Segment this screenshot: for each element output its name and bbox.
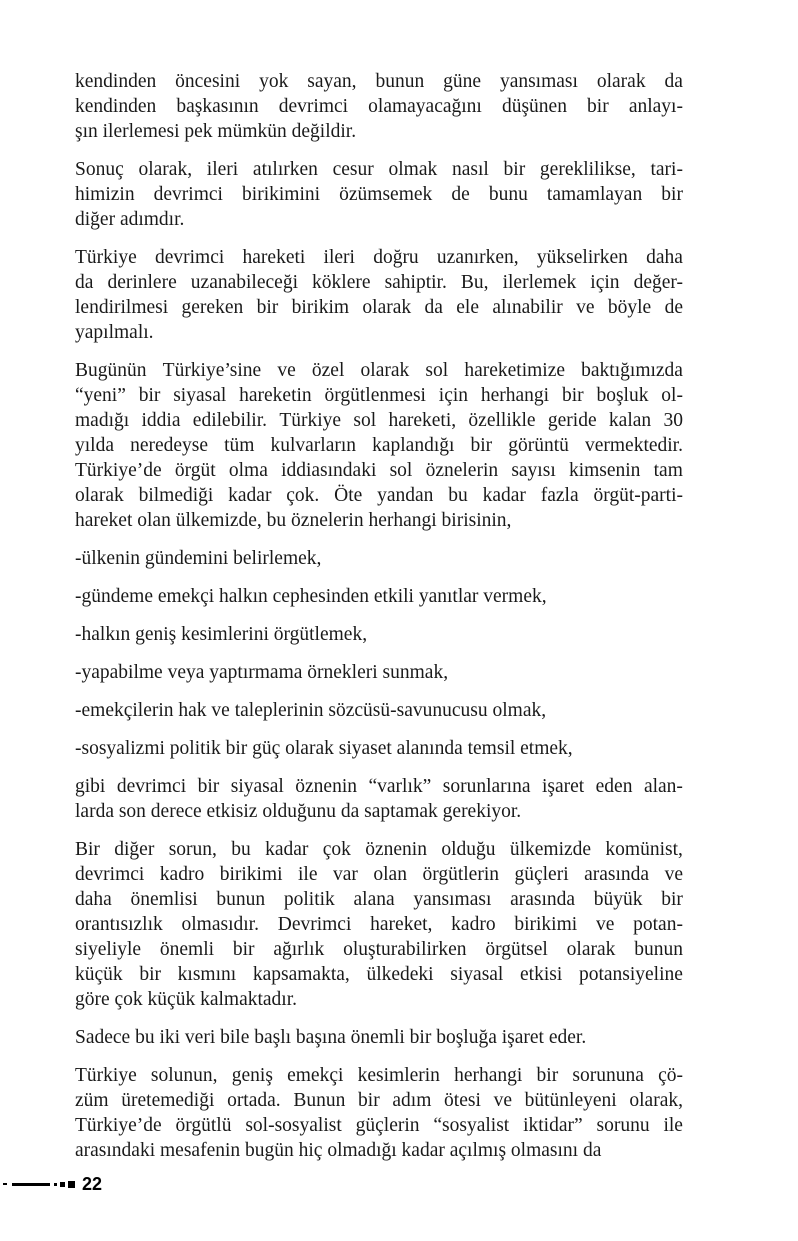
text-line: siyeliyle önemli bir ağırlık oluşturabilirken örgütsel olarak bunun (75, 939, 683, 960)
footer-square-small (54, 1183, 57, 1186)
text-line: kendinden öncesini yok sayan, bunun güne yansıması olarak da (75, 71, 683, 92)
text-line: şın ilerlemesi pek mümkün değildir. (75, 121, 357, 142)
text-line: devrimci kadro birikimi ile var olan örgütlerin güçleri arasında ve (75, 864, 683, 885)
text-line: kendinden başkasının devrimci olamayacağını düşünen bir anlayı- (75, 96, 683, 117)
footer-tick-mark (3, 1183, 7, 1185)
text-line: -gündeme emekçi halkın cephesinden etkili yanıtlar vermek, (75, 586, 547, 607)
text-line: orantısızlık olmasıdır. Devrimci hareket, kadro birikimi ve potan- (75, 914, 683, 935)
footer-square-large (68, 1181, 75, 1188)
paragraph (75, 358, 683, 533)
text-line: -yapabilme veya yaptırmama örnekleri sunmak, (75, 662, 449, 683)
paragraph (75, 837, 683, 1012)
text-line: Türkiye solunun, geniş emekçi kesimlerin herhangi bir sorununa çö- (75, 1065, 683, 1086)
paragraph (75, 736, 683, 761)
text-line: daha önemlisi bunun politik alana yansıması arasında büyük bir (75, 889, 683, 910)
text-line: lendirilmesi gereken bir birikim olarak da ele alınabilir ve böyle de (75, 297, 683, 318)
text-line: Sonuç olarak, ileri atılırken cesur olmak nasıl bir gereklilikse, tari- (75, 159, 683, 180)
text-line: diğer adımdır. (75, 209, 185, 230)
text-line: yapılmalı. (75, 322, 154, 343)
page-body (75, 69, 683, 1176)
footer-square-medium (60, 1182, 65, 1187)
text-line: arasındaki mesafenin bugün hiç olmadığı kadar açılmış olmasını da (75, 1140, 602, 1161)
text-line: olarak bilmediği kadar çok. Öte yandan bu kadar fazla örgüt-parti- (75, 485, 683, 506)
text-line: himizin devrimci birikimini özümsemek de bunu tamamlayan bir (75, 184, 683, 205)
paragraph (75, 546, 683, 571)
text-line: yılda neredeyse tüm kulvarların kaplandığı bir görüntü vermektedir. (75, 435, 683, 456)
text-line: Bir diğer sorun, bu kadar çok öznenin olduğu ülkemizde komünist, (75, 839, 683, 860)
paragraph (75, 660, 683, 685)
paragraph (75, 1063, 683, 1163)
page-footer (3, 1174, 103, 1194)
page-number: 22 (82, 1174, 103, 1194)
text-line: -halkın geniş kesimlerini örgütlemek, (75, 624, 368, 645)
text-line: -ülkenin gündemini belirlemek, (75, 548, 322, 569)
text-line: -sosyalizmi politik bir güç olarak siyaset alanında temsil etmek, (75, 738, 573, 759)
text-line: Türkiye’de örgüt olma iddiasındaki sol öznelerin sayısı kimsenin tam (75, 460, 683, 481)
paragraph (75, 774, 683, 824)
text-line: Türkiye’de örgütlü sol-sosyalist güçlerin “sosyalist iktidar” sorunu ile (75, 1115, 683, 1136)
paragraph (75, 69, 683, 144)
text-line: züm üretemediği ortada. Bunun bir adım ötesi ve bütünleyeni olarak, (75, 1090, 683, 1111)
text-line: Türkiye devrimci hareketi ileri doğru uzanırken, yükselirken daha (75, 247, 683, 268)
paragraph (75, 622, 683, 647)
paragraph (75, 245, 683, 345)
paragraph (75, 698, 683, 723)
text-line: gibi devrimci bir siyasal öznenin “varlık” sorunlarına işaret eden alan- (75, 776, 683, 797)
text-line: Bugünün Türkiye’sine ve özel olarak sol hareketimize baktığımızda (75, 360, 683, 381)
paragraph (75, 584, 683, 609)
text-line: larda son derece etkisiz olduğunu da saptamak gerekiyor. (75, 801, 522, 822)
text-line: küçük bir kısmını kapsamakta, ülkedeki siyasal etkisi potansiyeline (75, 964, 683, 985)
text-line: Sadece bu iki veri bile başlı başına önemli bir boşluğa işaret eder. (75, 1027, 587, 1048)
text-line: göre çok küçük kalmaktadır. (75, 989, 298, 1010)
paragraph (75, 157, 683, 232)
paragraph (75, 1025, 683, 1050)
footer-rule-line (12, 1183, 50, 1186)
text-line: “yeni” bir siyasal hareketin örgütlenmesi için herhangi bir boşluk ol- (75, 385, 683, 406)
text-line: hareket olan ülkemizde, bu öznelerin herhangi birisinin, (75, 510, 512, 531)
text-line: -emekçilerin hak ve taleplerinin sözcüsü-savunucusu olmak, (75, 700, 547, 721)
text-line: da derinlere uzanabileceği köklere sahiptir. Bu, ilerlemek için değer- (75, 272, 683, 293)
text-line: madığı iddia edilebilir. Türkiye sol hareketi, özellikle geride kalan 30 (75, 410, 683, 431)
